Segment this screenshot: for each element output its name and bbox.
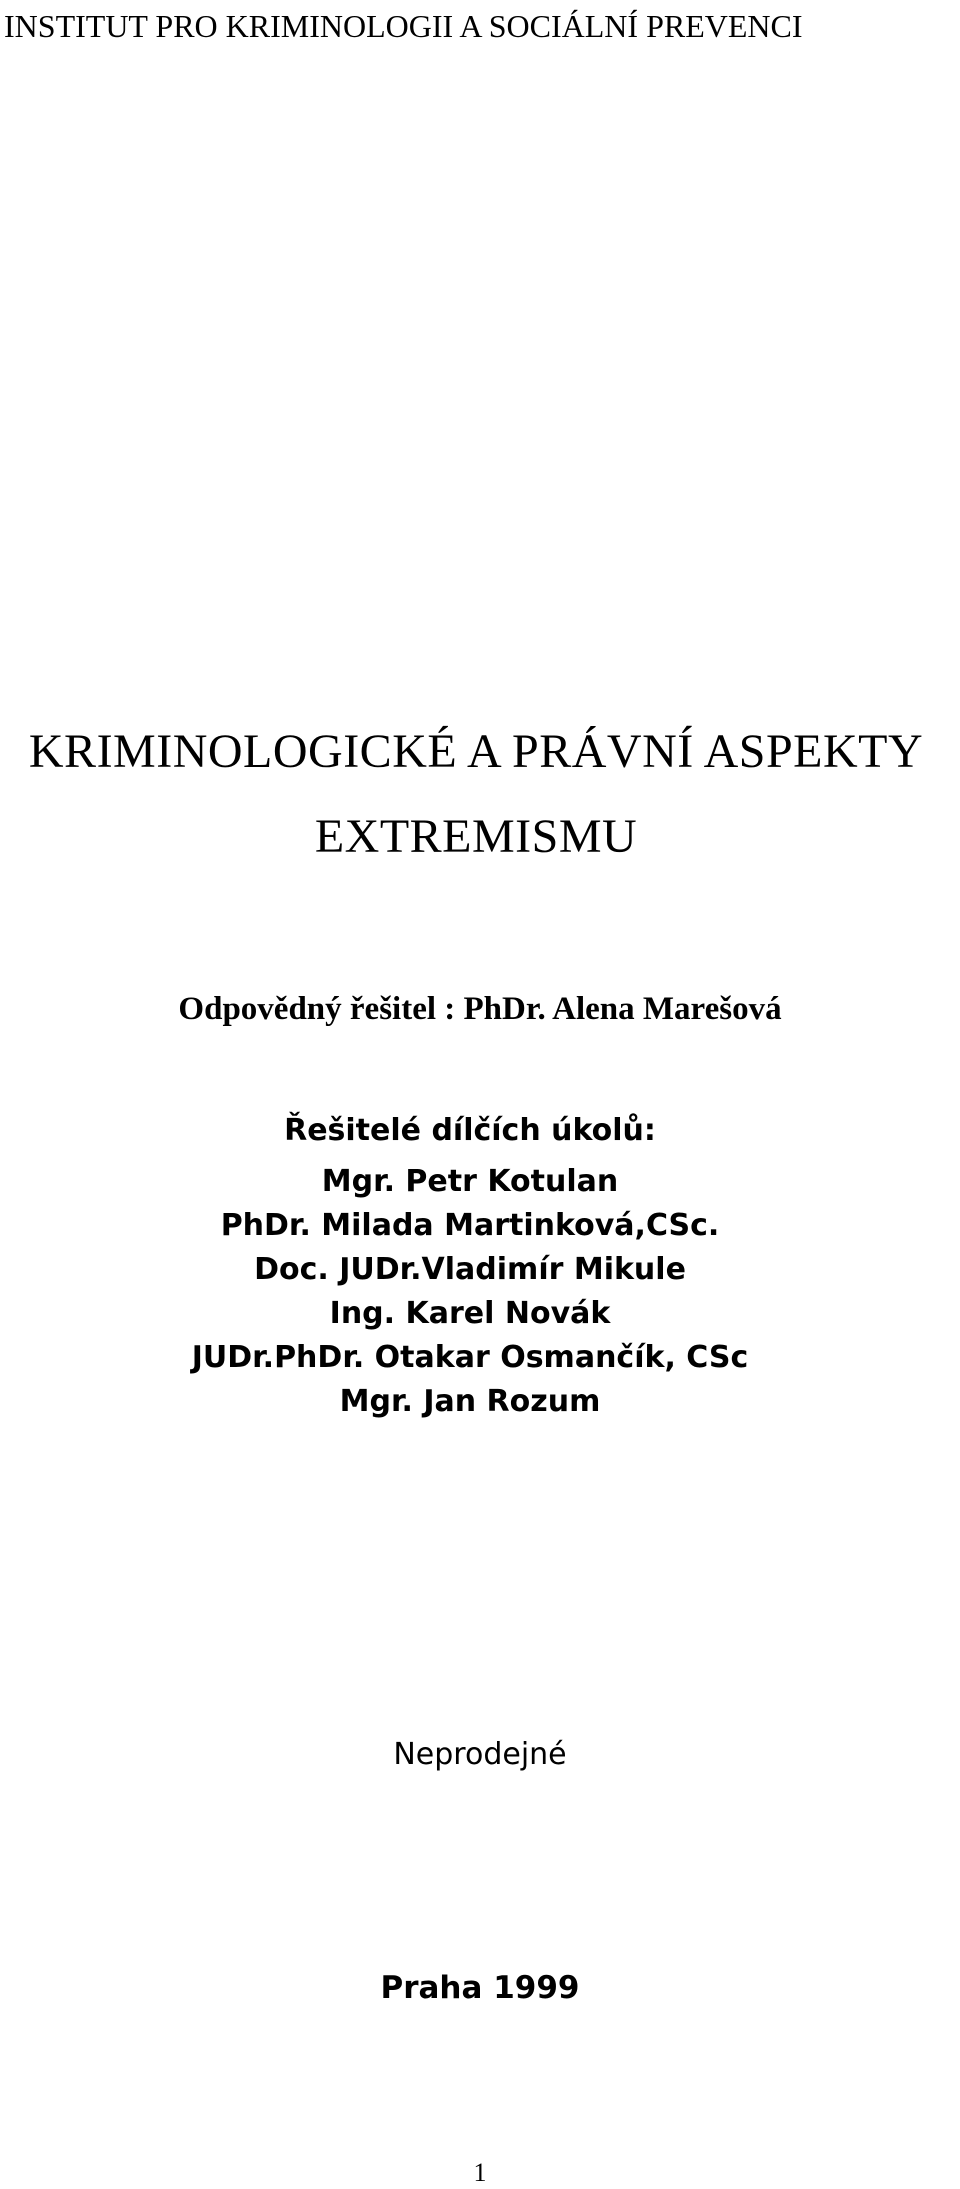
institute-name: INSTITUT PRO KRIMINOLOGII A SOCIÁLNÍ PREVENCI: [4, 8, 803, 44]
document-title-line-2: EXTREMISMU: [314, 810, 638, 863]
solver-item: Mgr. Petr Kotulan: [321, 1164, 619, 1199]
not-for-sale-note: Neprodejné: [393, 1737, 567, 1772]
solver-item: Ing. Karel Novák: [329, 1296, 611, 1331]
solver-item: Doc. JUDr.Vladimír Mikule: [254, 1252, 686, 1287]
solver-item: PhDr. Milada Martinková,CSc.: [220, 1208, 720, 1243]
solvers-heading: Řešitelé dílčích úkolů:: [284, 1113, 656, 1148]
responsible-solver: Odpovědný řešitel : PhDr. Alena Marešová: [178, 991, 782, 1027]
solvers-list: [0, 1160, 960, 1424]
place-and-year: Praha 1999: [380, 1970, 580, 2006]
page-number: 1: [473, 2158, 487, 2187]
solver-item: Mgr. Jan Rozum: [339, 1384, 601, 1419]
solver-item: JUDr.PhDr. Otakar Osmančík, CSc: [191, 1340, 749, 1375]
document-title-line-1: KRIMINOLOGICKÉ A PRÁVNÍ ASPEKTY: [28, 725, 924, 778]
